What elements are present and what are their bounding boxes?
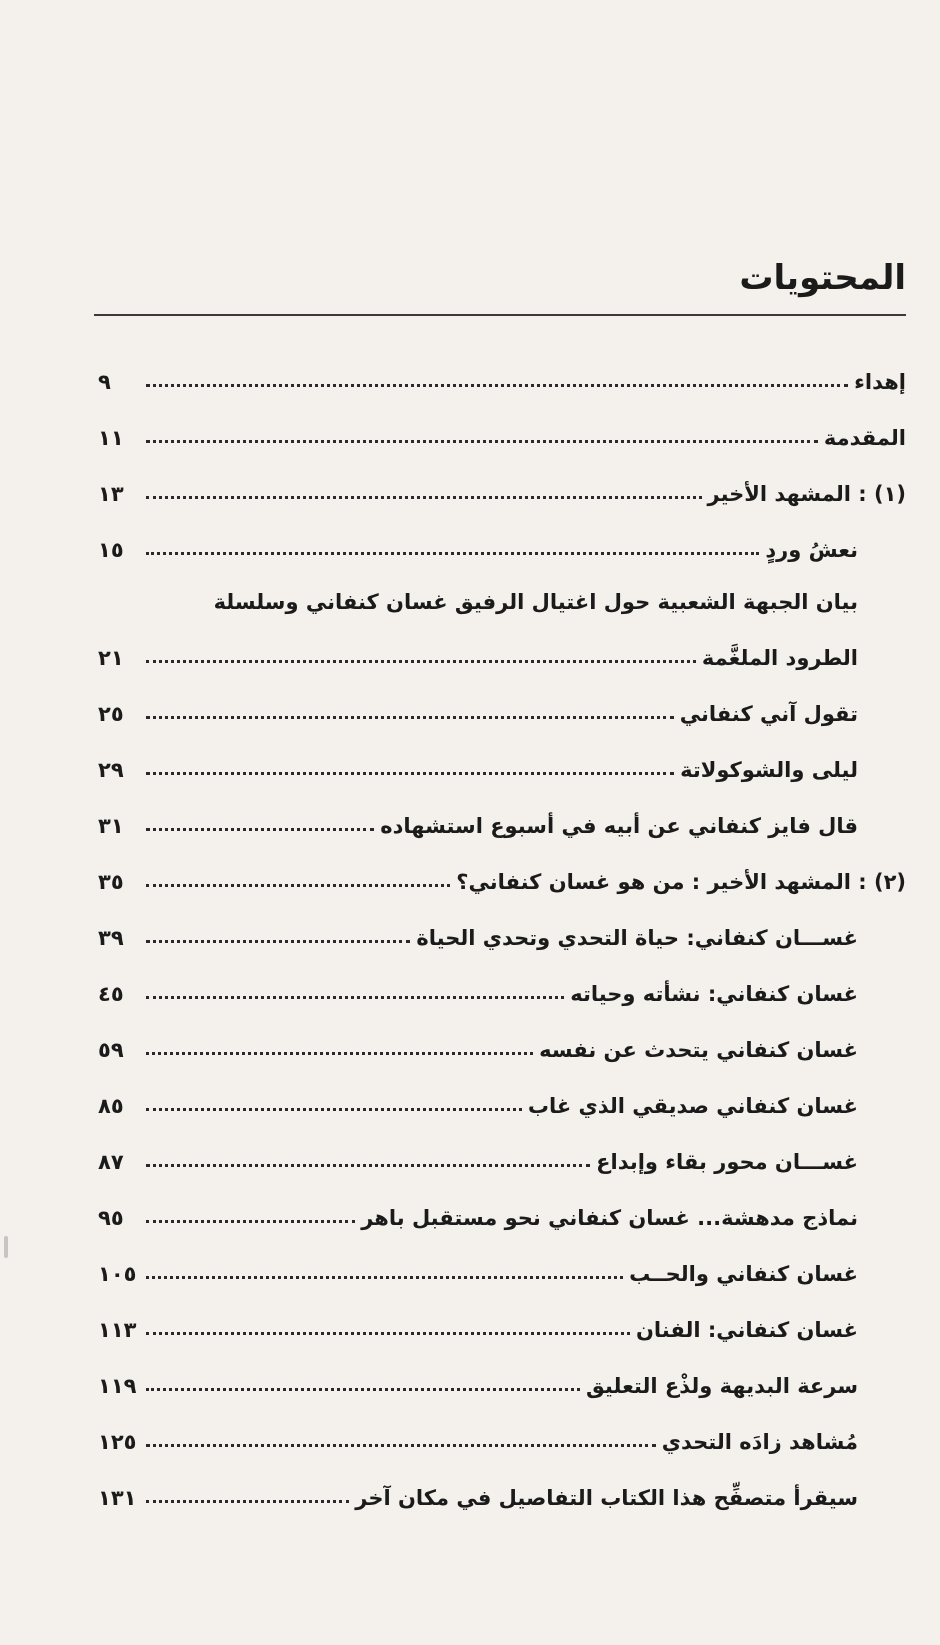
- toc-entry: [98, 1350, 906, 1406]
- toc-entry-title: سيقرأ متصفِّح هذا الكتاب التفاصيل في مكان آخر: [355, 1486, 858, 1510]
- dot-leader: [146, 716, 674, 719]
- toc-entry: [98, 1294, 906, 1350]
- toc-entry: [98, 1182, 906, 1238]
- toc-page-number: ١٥: [98, 538, 124, 562]
- toc-page-number: ٣٥: [98, 870, 124, 894]
- toc-page-number: ٨٥: [98, 1094, 124, 1118]
- toc-page-number: ١٣١: [98, 1486, 137, 1510]
- dot-leader: [146, 1276, 623, 1279]
- toc-page-number: ٥٩: [98, 1038, 124, 1062]
- toc-page-number: ١٠٥: [98, 1262, 137, 1286]
- dot-leader: [146, 1052, 533, 1055]
- dot-leader: [146, 828, 374, 831]
- toc-entry-title: الطرود الملغَّمة: [701, 646, 858, 670]
- toc-entry: [98, 1014, 906, 1070]
- toc-entry-title: قال فايز كنفاني عن أبيه في أسبوع استشهاده: [380, 814, 858, 838]
- dot-leader: [146, 1220, 355, 1223]
- toc-entry: [98, 402, 906, 458]
- toc-entry: [98, 1238, 906, 1294]
- toc-page-number: ١١٩: [98, 1374, 137, 1398]
- toc-entry: [98, 1126, 906, 1182]
- dot-leader: [146, 660, 696, 663]
- dot-leader: [146, 440, 818, 443]
- toc-entry-title: غسان كنفاني صديقي الذي غاب: [527, 1094, 858, 1118]
- toc-entry-title: إهداء: [854, 370, 906, 394]
- toc-page-number: ١٢٥: [98, 1430, 137, 1454]
- toc-entry-title: غسان كنفاني والحــب: [629, 1262, 858, 1286]
- toc-page-number: ١١: [98, 426, 124, 450]
- toc-entry-title: سرعة البديهة ولذْع التعليق: [586, 1374, 858, 1398]
- table-of-contents: [98, 346, 906, 1518]
- toc-entry-title: (١) : المشهد الأخير: [707, 482, 906, 506]
- toc-page-number: ٢٩: [98, 758, 124, 782]
- dot-leader: [146, 940, 410, 943]
- dot-leader: [146, 1332, 630, 1335]
- toc-entry: [98, 846, 906, 902]
- toc-entry: [98, 622, 906, 678]
- dot-leader: [146, 1108, 522, 1111]
- toc-entry: [98, 734, 906, 790]
- dot-leader: [146, 384, 848, 387]
- toc-entry: [98, 514, 906, 570]
- toc-page-number: ٩: [98, 370, 111, 394]
- toc-entry-title: مُشاهد زادَه التحدي: [661, 1430, 858, 1454]
- toc-entry: [98, 678, 906, 734]
- toc-entry-title: غســـان محور بقاء وإبداع: [596, 1150, 858, 1174]
- toc-entry: [98, 570, 906, 622]
- toc-entry: [98, 346, 906, 402]
- toc-entry: [98, 790, 906, 846]
- page-title: المحتويات: [739, 258, 906, 298]
- title-divider: [94, 314, 906, 316]
- toc-page-number: ٩٥: [98, 1206, 124, 1230]
- toc-page-number: ٢١: [98, 646, 124, 670]
- dot-leader: [146, 496, 702, 499]
- dot-leader: [146, 552, 759, 555]
- toc-entry-title: غسان كنفاني: نشأته وحياته: [570, 982, 858, 1006]
- toc-entry-title: ليلى والشوكولاتة: [680, 758, 858, 782]
- toc-entry: [98, 958, 906, 1014]
- toc-page-number: ١٣: [98, 482, 124, 506]
- toc-page-number: ١١٣: [98, 1318, 137, 1342]
- toc-entry: [98, 458, 906, 514]
- toc-entry: [98, 1070, 906, 1126]
- toc-page-number: ٨٧: [98, 1150, 124, 1174]
- toc-entry-title: غســـان كنفاني: حياة التحدي وتحدي الحياة: [416, 926, 858, 950]
- toc-entry-title: نماذج مدهشة... غسان كنفاني نحو مستقبل باهر: [361, 1206, 858, 1230]
- toc-entry-title: نعشُ وردٍ: [765, 538, 858, 562]
- dot-leader: [146, 884, 450, 887]
- dot-leader: [146, 1444, 656, 1447]
- dot-leader: [146, 772, 674, 775]
- toc-page-number: ٢٥: [98, 702, 124, 726]
- dot-leader: [146, 1164, 590, 1167]
- toc-entry-title: غسان كنفاني: الفنان: [635, 1318, 858, 1342]
- toc-page-number: ٤٥: [98, 982, 124, 1006]
- toc-entry-title: غسان كنفاني يتحدث عن نفسه: [539, 1038, 858, 1062]
- toc-page-number: ٣٩: [98, 926, 124, 950]
- toc-entry: [98, 1406, 906, 1462]
- toc-entry-title: تقول آني كنفاني: [679, 702, 858, 726]
- toc-page-number: ٣١: [98, 814, 124, 838]
- toc-entry-title: (٢) : المشهد الأخير : من هو غسان كنفاني؟: [456, 870, 906, 894]
- paper-speck: [4, 1236, 8, 1258]
- toc-entry: [98, 902, 906, 958]
- toc-entry-title: بيان الجبهة الشعبية حول اغتيال الرفيق غسان كنفاني وسلسلة: [213, 590, 858, 614]
- dot-leader: [146, 996, 564, 999]
- dot-leader: [146, 1500, 349, 1503]
- toc-entry: [98, 1462, 906, 1518]
- dot-leader: [146, 1388, 580, 1391]
- toc-entry-title: المقدمة: [823, 426, 906, 450]
